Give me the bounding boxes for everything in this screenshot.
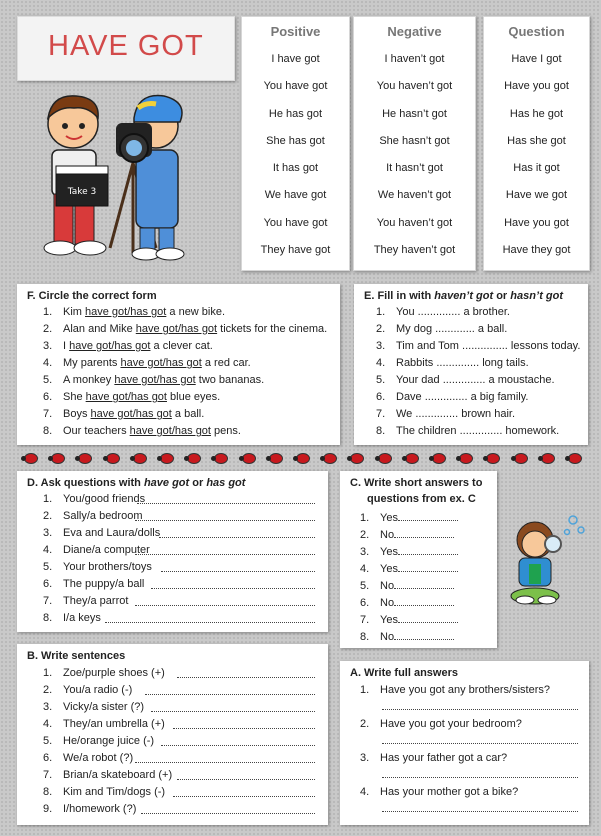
section-b-row: 1. Zoe/purple shoes (+)	[43, 667, 165, 679]
section-b-title: B. Write sentences	[27, 650, 126, 662]
option-choice[interactable]: have got/has got	[69, 340, 151, 352]
answer-line[interactable]	[177, 779, 315, 780]
section-c	[340, 471, 497, 648]
section-e-row[interactable]: 7. We .............. brown hair.	[376, 408, 516, 420]
answer-line[interactable]	[161, 745, 315, 746]
title-box	[17, 16, 235, 81]
positive-item: We have got	[264, 189, 327, 202]
section-c-row[interactable]: 1. Yes	[360, 511, 458, 524]
section-d-row: 8. I/a keys	[43, 612, 101, 624]
ladybug-icon	[106, 453, 120, 464]
ladybug-icon	[78, 453, 92, 464]
negative-item: You haven’t got	[376, 216, 453, 229]
ladybug-icon	[541, 453, 555, 464]
answer-line[interactable]	[382, 811, 578, 812]
section-c-row[interactable]: 3. Yes	[360, 545, 458, 558]
section-d-row: 5. Your brothers/toys	[43, 561, 152, 573]
section-e-row[interactable]: 8. The children .............. homework.	[376, 425, 560, 437]
negative-item: She hasn’t got	[379, 134, 450, 147]
negative-item: I haven’t got	[384, 53, 445, 65]
section-f	[17, 284, 340, 445]
section-e-row[interactable]: 5. Your dad .............. a moustache.	[376, 374, 555, 386]
answer-line[interactable]	[151, 711, 315, 712]
question-item: Have they got	[502, 244, 571, 257]
positive-column	[241, 16, 350, 271]
section-c-title-line1: C. Write short answers to	[350, 477, 483, 489]
question-header: Question	[508, 24, 565, 39]
section-e-row[interactable]: 1. You .............. a brother.	[376, 306, 510, 318]
ladybug-icon	[160, 453, 174, 464]
question-item: Has she got	[507, 134, 566, 147]
ladybug-icon	[514, 453, 528, 464]
section-e-title: E. Fill in with haven’t got or hasn’t got	[364, 290, 564, 302]
boy-with-cap	[132, 95, 184, 260]
answer-line[interactable]	[382, 777, 578, 778]
section-f-row: 8. Our teachers have got/has got pens.	[43, 425, 241, 437]
ladybug-icon	[486, 453, 500, 464]
question-item: Have you got	[504, 216, 569, 229]
ladybug-icon	[405, 453, 419, 464]
section-d-row: 3. Eva and Laura/dolls	[43, 527, 161, 539]
section-e-row[interactable]: 2. My dog ............. a ball.	[376, 323, 508, 335]
positive-item: He has got	[268, 107, 323, 120]
section-f-row: 3. I have got/has got a clever cat.	[43, 340, 213, 352]
answer-line[interactable]	[141, 813, 315, 814]
answer-line[interactable]	[135, 520, 315, 521]
section-d-row: 4. Diane/a computer	[43, 544, 150, 556]
ladybug-icon	[133, 453, 147, 464]
section-f-title: F. Circle the correct form	[27, 290, 157, 302]
positive-item: You have got	[263, 80, 328, 93]
negative-item: You haven’t got	[376, 80, 453, 93]
section-e-row[interactable]: 6. Dave .............. a big family.	[376, 391, 529, 403]
kids-illustration	[38, 88, 198, 268]
clapperboard	[56, 166, 108, 206]
section-f-row: 2. Alan and Mike have got/has got tickets for the cinema.	[43, 323, 328, 335]
section-a-row: 2. Have you got your bedroom?	[360, 718, 522, 730]
ladybug-icon	[214, 453, 228, 464]
option-choice[interactable]: have got/has got	[85, 306, 167, 318]
option-choice[interactable]: have got/has got	[85, 391, 167, 403]
answer-line[interactable]	[173, 728, 315, 729]
negative-item: We haven’t got	[377, 189, 452, 202]
positive-item: You have got	[263, 216, 328, 229]
positive-item: They have got	[260, 244, 331, 257]
girl-with-magnifier-illustration	[505, 512, 591, 607]
section-a	[340, 661, 589, 825]
ladybug-icon	[568, 453, 582, 464]
section-d-row: 2. Sally/a bedroom	[43, 510, 143, 522]
ladybug-icon	[432, 453, 446, 464]
negative-item: It hasn’t got	[386, 162, 443, 175]
section-d-row: 7. They/a parrot	[43, 595, 129, 607]
section-f-row: 1. Kim have got/has got a new bike.	[43, 306, 226, 318]
answer-line[interactable]	[382, 709, 578, 710]
section-b-row: 4. They/an umbrella (+)	[43, 718, 165, 730]
answer-line[interactable]	[135, 554, 315, 555]
ladybug-icon	[296, 453, 310, 464]
question-item: Have I got	[511, 53, 562, 65]
question-item: Has it got	[513, 162, 560, 175]
question-item: Has he got	[509, 107, 564, 120]
section-c-row[interactable]: 8. No	[360, 630, 454, 643]
negative-header: Negative	[387, 24, 442, 39]
option-choice[interactable]: have got/has got	[120, 357, 202, 369]
positive-item: It has got	[272, 162, 319, 175]
section-b-row: 3. Vicky/a sister (?)	[43, 701, 145, 713]
section-f-row: 5. A monkey have got/has got two bananas.	[43, 374, 265, 386]
answer-line[interactable]	[382, 743, 578, 744]
option-choice[interactable]: have got/has got	[135, 323, 218, 335]
section-c-row[interactable]: 7. Yes	[360, 613, 458, 626]
option-choice[interactable]: have got/has got	[90, 408, 172, 420]
answer-line[interactable]	[159, 537, 315, 538]
section-b-row: 2. You/a radio (-)	[43, 684, 133, 696]
clapper-text: Take 3	[67, 187, 97, 197]
answer-line[interactable]	[177, 677, 315, 678]
section-c-row[interactable]: 2. No	[360, 528, 454, 541]
option-choice[interactable]: have got/has got	[129, 425, 211, 437]
section-f-row: 6. She have got/has got blue eyes.	[43, 391, 221, 403]
section-f-row: 4. My parents have got/has got a red car.	[43, 357, 251, 369]
ladybug-icon	[323, 453, 337, 464]
ladybug-icon	[269, 453, 283, 464]
section-c-row[interactable]: 5. No	[360, 579, 454, 592]
section-b-row: 6. We/a robot (?)	[43, 752, 134, 764]
section-d-row: 1. You/good friends	[43, 493, 146, 505]
answer-line[interactable]	[135, 605, 315, 606]
section-b	[17, 644, 328, 825]
section-b-row: 9. I/homework (?)	[43, 803, 137, 815]
section-e-row[interactable]: 4. Rabbits .............. long tails.	[376, 357, 529, 369]
answer-line[interactable]	[151, 588, 315, 589]
ladybug-icon	[24, 453, 38, 464]
section-a-title: A. Write full answers	[350, 667, 458, 679]
positive-item: I have got	[271, 53, 320, 65]
answer-line[interactable]	[145, 694, 315, 695]
answer-line[interactable]	[135, 762, 315, 763]
ladybug-icon	[459, 453, 473, 464]
question-column	[483, 16, 590, 271]
section-e-row[interactable]: 3. Tim and Tom ............... lessons today.	[376, 340, 581, 352]
answer-line[interactable]	[137, 503, 315, 504]
section-d-row: 6. The puppy/a ball	[43, 578, 145, 590]
section-a-row: 1. Have you got any brothers/sisters?	[360, 684, 550, 696]
negative-column	[353, 16, 476, 271]
page-title: HAVE GOT	[48, 30, 204, 62]
section-d	[17, 471, 328, 632]
answer-line[interactable]	[173, 796, 315, 797]
section-a-row: 4. Has your mother got a bike?	[360, 786, 519, 798]
option-choice[interactable]: have got/has got	[114, 374, 196, 386]
ladybug-icon	[242, 453, 256, 464]
section-c-row[interactable]: 6. No	[360, 596, 454, 609]
positive-item: She has got	[266, 134, 325, 147]
section-d-title: D. Ask questions with have got or has got	[27, 477, 246, 489]
ladybug-icon	[187, 453, 201, 464]
ladybug-icon	[378, 453, 392, 464]
ladybug-border	[16, 452, 590, 466]
section-b-row: 7. Brian/a skateboard (+)	[43, 769, 173, 781]
section-c-title-line2: questions from ex. C	[367, 493, 476, 505]
camera	[116, 123, 152, 162]
section-b-row: 5. He/orange juice (-)	[43, 735, 155, 747]
section-b-row: 8. Kim and Tim/dogs (-)	[43, 786, 166, 798]
negative-item: He hasn’t got	[382, 107, 447, 120]
section-e	[354, 284, 588, 445]
ladybug-icon	[51, 453, 65, 464]
answer-line[interactable]	[105, 622, 315, 623]
ladybug-icon	[350, 453, 364, 464]
negative-item: They haven’t got	[373, 244, 456, 257]
answer-line[interactable]	[161, 571, 315, 572]
positive-header: Positive	[270, 24, 321, 39]
section-a-row: 3. Has your father got a car?	[360, 752, 508, 764]
section-f-row: 7. Boys have got/has got a ball.	[43, 408, 205, 420]
question-item: Have we got	[505, 189, 568, 202]
question-item: Have you got	[504, 80, 569, 93]
section-c-row[interactable]: 4. Yes	[360, 562, 458, 575]
